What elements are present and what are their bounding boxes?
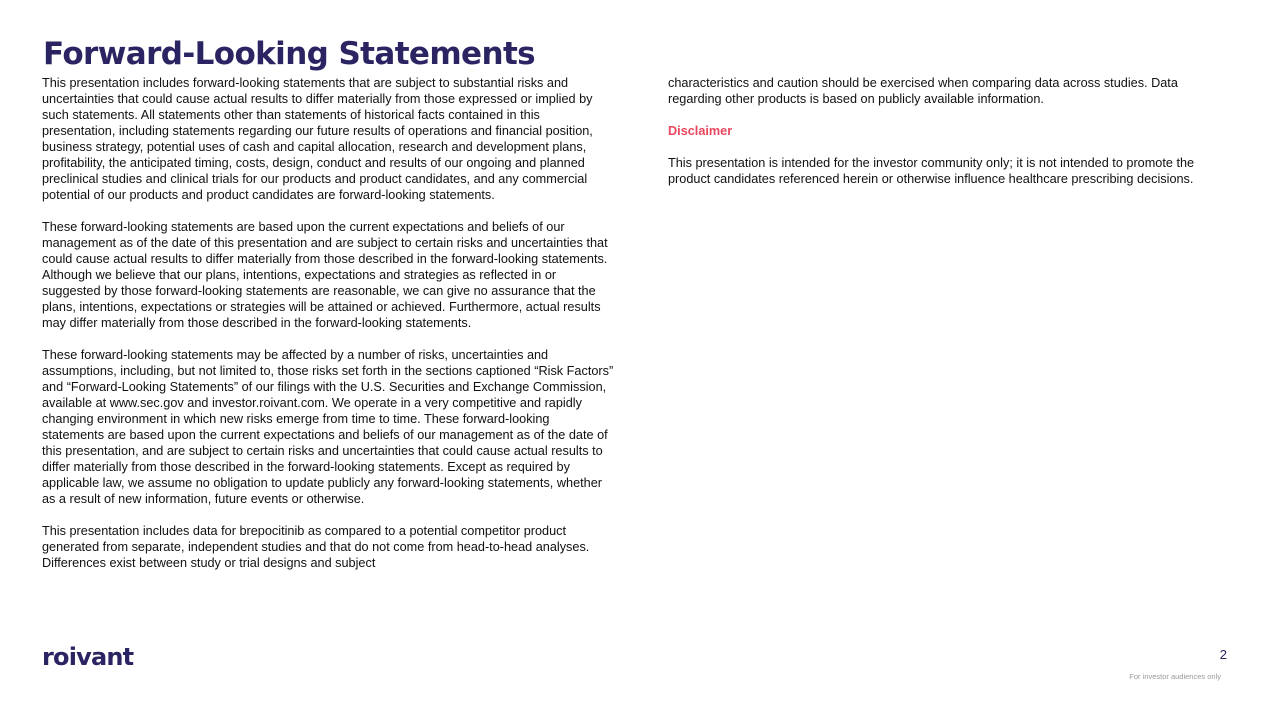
paragraph-comparison-continuation: characteristics and caution should be exercised when comparing data across studies. Data regarding other products is based on publicly available information.: [668, 76, 1178, 106]
disclaimer-heading: Disclaimer: [668, 124, 733, 138]
paragraph-comparison-data: This presentation includes data for brepocitinib as compared to a potential competitor product generated from separate, independent studies and that do not come from head-to-head analyses. Differences exist between study or trial designs and subject: [42, 524, 590, 570]
left-text-column: [42, 75, 614, 587]
investor-audience-note: For investor audiences only: [1129, 672, 1221, 681]
disclaimer-text: This presentation is intended for the investor community only; it is not intended to promote the product candidates referenced herein or otherwise influence healthcare prescribing decisions.: [668, 156, 1195, 186]
paragraph-risks: These forward-looking statements may be affected by a number of risks, uncertainties and assumptions, including, but not limited to, those risks set forth in the sections captioned “Risk Factors” and “Forward-Looking Statements” of our filings with the U.S. Securities and Exchange Commission, available at www.sec.gov and investor.roivant.com. We operate in a very competitive and rapidly changing environment in which new risks emerge from time to time. These forward-looking statements are based upon the current expectations and beliefs of our management as of the date of this presentation, and are subject to certain risks and uncertainties that could cause actual results to differ materially from those described in the forward-looking statements. Except as required by applicable law, we assume no obligation to update publicly any forward-looking statements, whether as a result of new information, future events or otherwise.: [42, 348, 614, 506]
right-text-column: [668, 75, 1234, 203]
paragraph-forward-looking-intro: This presentation includes forward-looking statements that are subject to substantial risks and uncertainties that could cause actual results to differ materially from those expressed or implied by such statements. All statements other than statements of historical facts contained in this presentation, including statements regarding our future results of operations and financial position, business strategy, potential uses of cash and capital allocation, research and development plans, profitability, the anticipated timing, costs, design, conduct and results of our ongoing and planned preclinical studies and clinical trials for our products and product candidates, and any commercial potential of our products and product candidates are forward-looking statements.: [42, 76, 593, 202]
roivant-logo: roivant: [42, 643, 134, 671]
page-number: 2: [1219, 647, 1227, 662]
paragraph-expectations: These forward-looking statements are based upon the current expectations and beliefs of our management as of the date of this presentation and are subject to certain risks and uncertainties that could cause actual results to differ materially from those described in the forward-looking statements. Although we believe that our plans, intentions, expectations and strategies as reflected in or suggested by those forward-looking statements are reasonable, we can give no assurance that the plans, intentions, expectations or strategies will be attained or achieved. Furthermore, actual results may differ materially from those described in the forward-looking statements.: [42, 220, 608, 330]
page-title: Forward-Looking Statements: [43, 36, 536, 72]
